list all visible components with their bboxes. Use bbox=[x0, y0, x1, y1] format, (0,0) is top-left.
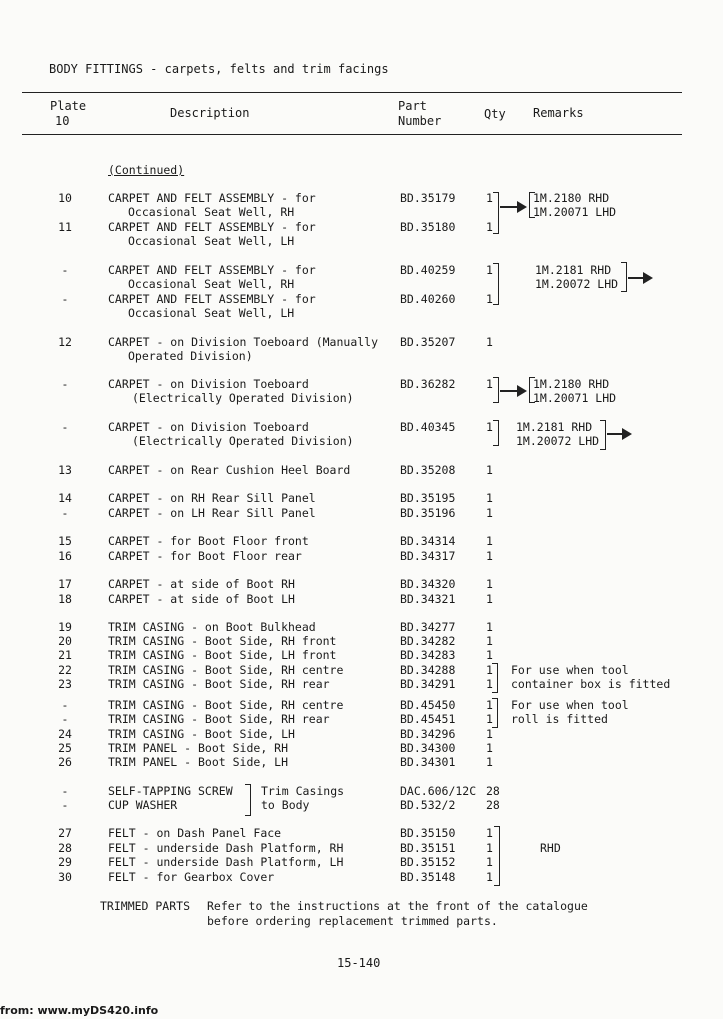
source-footer: from: www.myDS420.info bbox=[0, 1004, 159, 1017]
arrow-icon bbox=[500, 390, 518, 392]
part-number: BD.35150 bbox=[400, 826, 456, 840]
quantity: 1 bbox=[486, 677, 493, 691]
screw-note-line1: Trim Casings bbox=[261, 784, 345, 798]
part-description: (Electrically Operated Division) bbox=[132, 391, 354, 405]
part-description: CARPET - at side of Boot RH bbox=[108, 577, 295, 591]
header-plate-number: 10 bbox=[55, 114, 70, 128]
header-qty: Qty bbox=[484, 107, 506, 121]
plate-number: 24 bbox=[58, 727, 72, 741]
quantity: 1 bbox=[486, 698, 493, 712]
quantity: 1 bbox=[486, 712, 493, 726]
part-number: BD.35179 bbox=[400, 191, 456, 205]
remarks: 1M.2181 RHD bbox=[516, 420, 593, 434]
plate-number: 16 bbox=[58, 549, 72, 563]
quantity: 1 bbox=[486, 549, 493, 563]
part-description: TRIM PANEL - Boot Side, LH bbox=[108, 755, 289, 769]
remarks: 1M.2180 RHD bbox=[533, 377, 610, 391]
quantity: 1 bbox=[486, 634, 493, 648]
plate-number: 17 bbox=[58, 577, 72, 591]
table-row bbox=[0, 712, 723, 727]
quantity: 1 bbox=[486, 577, 493, 591]
quantity: 1 bbox=[486, 377, 493, 391]
page-title: BODY FITTINGS - carpets, felts and trim facings bbox=[49, 62, 389, 76]
part-number: BD.34296 bbox=[400, 727, 456, 741]
table-row bbox=[0, 335, 723, 350]
table-row bbox=[0, 677, 723, 692]
part-number: BD.45450 bbox=[400, 698, 456, 712]
plate-number: 19 bbox=[58, 620, 72, 634]
plate-number: 20 bbox=[58, 634, 72, 648]
remarks: 1M.2180 RHD bbox=[533, 191, 610, 205]
header-number-label: Number bbox=[398, 114, 442, 128]
table-row bbox=[0, 620, 723, 635]
plate-number: - bbox=[61, 506, 69, 520]
plate-number: 29 bbox=[58, 855, 72, 869]
part-description: TRIM CASING - Boot Side, LH front bbox=[108, 648, 337, 662]
part-description: CUP WASHER bbox=[108, 798, 178, 812]
quantity: 1 bbox=[486, 506, 493, 520]
quantity: 1 bbox=[486, 220, 493, 234]
table-row bbox=[0, 377, 723, 392]
part-number: BD.35207 bbox=[400, 335, 456, 349]
table-row bbox=[0, 234, 723, 249]
plate-number: 18 bbox=[58, 592, 72, 606]
part-description: Operated Division) bbox=[128, 349, 253, 363]
part-number: BD.34277 bbox=[400, 620, 456, 634]
part-number: BD.34288 bbox=[400, 663, 456, 677]
qty-bracket bbox=[493, 263, 499, 305]
remarks: container box is fitted bbox=[511, 677, 671, 691]
table-row bbox=[0, 826, 723, 841]
plate-number: - bbox=[61, 712, 69, 726]
plate-number: 30 bbox=[58, 870, 72, 884]
table-row bbox=[0, 549, 723, 564]
part-number: BD.34291 bbox=[400, 677, 456, 691]
plate-number: 23 bbox=[58, 677, 72, 691]
quantity: 1 bbox=[486, 870, 493, 884]
part-description: FELT - on Dash Panel Face bbox=[108, 826, 282, 840]
remarks: 1M.20072 LHD bbox=[535, 277, 619, 291]
plate-number: 22 bbox=[58, 663, 72, 677]
table-row bbox=[0, 391, 723, 406]
header-rule-top bbox=[22, 92, 682, 93]
quantity: 1 bbox=[486, 727, 493, 741]
table-row bbox=[0, 727, 723, 742]
remarks: 1M.20071 LHD bbox=[533, 205, 617, 219]
part-number: BD.34300 bbox=[400, 741, 456, 755]
table-row bbox=[0, 277, 723, 292]
arrow-icon bbox=[607, 433, 623, 435]
table-row bbox=[0, 648, 723, 663]
quantity: 1 bbox=[486, 755, 493, 769]
arrow-icon bbox=[500, 206, 518, 208]
qty-bracket bbox=[493, 420, 499, 446]
part-description: CARPET - for Boot Floor rear bbox=[108, 549, 302, 563]
header-plate bbox=[50, 99, 86, 129]
plate-number: - bbox=[61, 377, 69, 391]
part-description: Occasional Seat Well, LH bbox=[128, 306, 295, 320]
plate-number: - bbox=[61, 784, 69, 798]
part-description: TRIM CASING - Boot Side, RH centre bbox=[108, 698, 344, 712]
remarks: 1M.20071 LHD bbox=[533, 391, 617, 405]
part-description: Occasional Seat Well, RH bbox=[128, 277, 295, 291]
part-number: BD.35208 bbox=[400, 463, 456, 477]
part-description: CARPET - at side of Boot LH bbox=[108, 592, 295, 606]
remarks-bracket bbox=[529, 192, 535, 218]
part-description: TRIM CASING - Boot Side, RH rear bbox=[108, 712, 330, 726]
plate-number: - bbox=[61, 798, 69, 812]
part-number: BD.40345 bbox=[400, 420, 456, 434]
table-row bbox=[0, 434, 723, 449]
remarks: For use when tool bbox=[511, 663, 629, 677]
trimmed-parts-label: TRIMMED PARTS bbox=[100, 899, 191, 913]
quantity: 1 bbox=[486, 463, 493, 477]
part-number: BD.35196 bbox=[400, 506, 456, 520]
table-row bbox=[0, 191, 723, 206]
part-number: BD.35195 bbox=[400, 491, 456, 505]
table-row bbox=[0, 349, 723, 364]
part-description: FELT - for Gearbox Cover bbox=[108, 870, 275, 884]
table-row bbox=[0, 663, 723, 678]
part-description: TRIM CASING - Boot Side, LH bbox=[108, 727, 295, 741]
quantity: 1 bbox=[486, 263, 493, 277]
part-number: BD.34321 bbox=[400, 592, 456, 606]
plate-number: 28 bbox=[58, 841, 72, 855]
part-number: BD.35152 bbox=[400, 855, 456, 869]
table-row bbox=[0, 841, 723, 856]
part-description: CARPET - for Boot Floor front bbox=[108, 534, 309, 548]
continued-label: (Continued) bbox=[108, 163, 185, 177]
quantity: 1 bbox=[486, 826, 493, 840]
part-number: BD.35148 bbox=[400, 870, 456, 884]
screw-bracket bbox=[245, 784, 251, 816]
page-number: 15-140 bbox=[337, 956, 381, 970]
qty-bracket bbox=[492, 698, 498, 728]
part-number: BD.34314 bbox=[400, 534, 456, 548]
trimmed-parts-line2: before ordering replacement trimmed parts. bbox=[207, 914, 498, 928]
qty-bracket bbox=[493, 377, 499, 403]
part-description: TRIM CASING - on Boot Bulkhead bbox=[108, 620, 316, 634]
plate-number: 15 bbox=[58, 534, 72, 548]
header-remarks: Remarks bbox=[533, 106, 584, 120]
table-row bbox=[0, 534, 723, 549]
plate-number: 26 bbox=[58, 755, 72, 769]
part-number: BD.35151 bbox=[400, 841, 456, 855]
table-row bbox=[0, 220, 723, 235]
quantity: 1 bbox=[486, 420, 493, 434]
plate-number: - bbox=[61, 420, 69, 434]
part-number: BD.45451 bbox=[400, 712, 456, 726]
screw-note-line2: to Body bbox=[261, 798, 310, 812]
part-description: TRIM CASING - Boot Side, RH rear bbox=[108, 677, 330, 691]
quantity: 1 bbox=[486, 663, 493, 677]
header-plate-label: Plate bbox=[50, 99, 87, 113]
quantity: 1 bbox=[486, 491, 493, 505]
part-description: TRIM CASING - Boot Side, RH front bbox=[108, 634, 337, 648]
part-number: BD.34282 bbox=[400, 634, 456, 648]
quantity: 1 bbox=[486, 841, 493, 855]
plate-number: - bbox=[61, 263, 69, 277]
part-description: Occasional Seat Well, LH bbox=[128, 234, 295, 248]
part-description: CARPET - on LH Rear Sill Panel bbox=[108, 506, 316, 520]
quantity: 28 bbox=[486, 784, 500, 798]
quantity: 1 bbox=[486, 292, 493, 306]
part-description: TRIM CASING - Boot Side, RH centre bbox=[108, 663, 344, 677]
quantity: 1 bbox=[486, 855, 493, 869]
part-description: CARPET AND FELT ASSEMBLY - for bbox=[108, 220, 316, 234]
remarks-bracket bbox=[529, 377, 535, 403]
qty-bracket bbox=[492, 663, 498, 693]
table-row bbox=[0, 577, 723, 592]
quantity: 1 bbox=[486, 741, 493, 755]
remarks: 1M.2181 RHD bbox=[535, 263, 612, 277]
part-number: BD.34283 bbox=[400, 648, 456, 662]
table-row bbox=[0, 798, 723, 813]
table-row bbox=[0, 506, 723, 521]
part-description: CARPET AND FELT ASSEMBLY - for bbox=[108, 191, 316, 205]
quantity: 1 bbox=[486, 191, 493, 205]
table-row bbox=[0, 463, 723, 478]
header-rule-bottom bbox=[22, 134, 682, 135]
table-row bbox=[0, 698, 723, 713]
plate-number: 12 bbox=[58, 335, 72, 349]
table-row bbox=[0, 263, 723, 278]
table-row bbox=[0, 784, 723, 799]
table-row bbox=[0, 634, 723, 649]
part-description: CARPET - on Division Toeboard (Manually bbox=[108, 335, 379, 349]
arrow-icon bbox=[628, 277, 644, 279]
table-row bbox=[0, 205, 723, 220]
plate-number: - bbox=[61, 292, 69, 306]
part-description: SELF-TAPPING SCREW bbox=[108, 784, 233, 798]
remarks: RHD bbox=[540, 841, 561, 855]
part-description: CARPET AND FELT ASSEMBLY - for bbox=[108, 292, 316, 306]
table-row bbox=[0, 491, 723, 506]
remarks-bracket bbox=[600, 420, 606, 450]
part-number: BD.36282 bbox=[400, 377, 456, 391]
quantity: 1 bbox=[486, 592, 493, 606]
part-description: FELT - underside Dash Platform, RH bbox=[108, 841, 344, 855]
part-description: FELT - underside Dash Platform, LH bbox=[108, 855, 344, 869]
plate-number: 10 bbox=[58, 191, 72, 205]
table-row bbox=[0, 855, 723, 870]
part-description: CARPET - on RH Rear Sill Panel bbox=[108, 491, 316, 505]
plate-number: 13 bbox=[58, 463, 72, 477]
part-description: Occasional Seat Well, RH bbox=[128, 205, 295, 219]
plate-number: 21 bbox=[58, 648, 72, 662]
header-part-number bbox=[398, 99, 441, 129]
table-row bbox=[0, 292, 723, 307]
quantity: 1 bbox=[486, 620, 493, 634]
part-number: BD.34317 bbox=[400, 549, 456, 563]
table-row bbox=[0, 741, 723, 756]
part-number: BD.35180 bbox=[400, 220, 456, 234]
plate-number: 14 bbox=[58, 491, 72, 505]
part-description: TRIM PANEL - Boot Side, RH bbox=[108, 741, 289, 755]
header-part-label: Part bbox=[398, 99, 427, 113]
part-number: BD.40260 bbox=[400, 292, 456, 306]
trimmed-parts-line1: Refer to the instructions at the front of the catalogue bbox=[207, 899, 588, 913]
plate-number: 11 bbox=[58, 220, 72, 234]
remarks-bracket bbox=[621, 262, 627, 292]
table-row bbox=[0, 755, 723, 770]
plate-number: - bbox=[61, 698, 69, 712]
table-row bbox=[0, 306, 723, 321]
remarks: 1M.20072 LHD bbox=[516, 434, 600, 448]
part-number: BD.34320 bbox=[400, 577, 456, 591]
header-description: Description bbox=[170, 106, 250, 120]
part-description: CARPET - on Division Toeboard bbox=[108, 420, 309, 434]
quantity: 1 bbox=[486, 534, 493, 548]
part-number: BD.532/2 bbox=[400, 798, 456, 812]
quantity: 1 bbox=[486, 648, 493, 662]
quantity: 28 bbox=[486, 798, 500, 812]
table-row bbox=[0, 592, 723, 607]
part-description: CARPET - on Division Toeboard bbox=[108, 377, 309, 391]
remarks: For use when tool bbox=[511, 698, 629, 712]
qty-bracket bbox=[493, 192, 499, 234]
part-number: BD.40259 bbox=[400, 263, 456, 277]
plate-number: 27 bbox=[58, 826, 72, 840]
part-description: CARPET - on Rear Cushion Heel Board bbox=[108, 463, 351, 477]
plate-number: 25 bbox=[58, 741, 72, 755]
part-number: BD.34301 bbox=[400, 755, 456, 769]
qty-bracket bbox=[494, 826, 500, 886]
quantity: 1 bbox=[486, 335, 493, 349]
part-description: CARPET AND FELT ASSEMBLY - for bbox=[108, 263, 316, 277]
part-description: (Electrically Operated Division) bbox=[132, 434, 354, 448]
remarks: roll is fitted bbox=[511, 712, 608, 726]
table-row bbox=[0, 870, 723, 885]
part-number: DAC.606/12C bbox=[400, 784, 477, 798]
